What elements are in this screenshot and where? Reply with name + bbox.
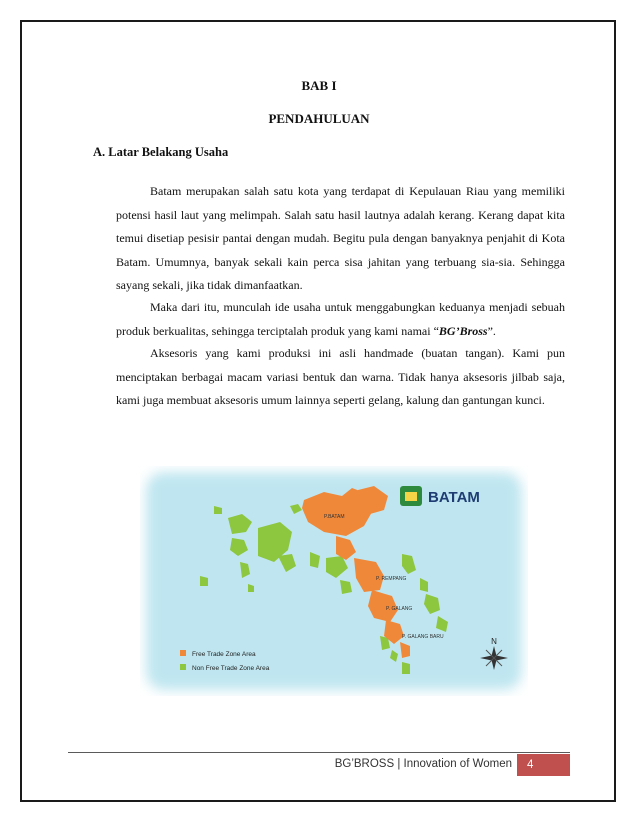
- legend-ftz: Free Trade Zone Area: [192, 651, 256, 658]
- label-galang: P. GALANG: [386, 606, 413, 612]
- paragraph-2: [116, 296, 565, 343]
- legend-swatch-ftz: [180, 650, 186, 656]
- chapter-number: BAB I: [301, 78, 337, 93]
- batam-logo: [400, 486, 422, 506]
- footer-divider: [68, 752, 570, 753]
- paragraph-2-text: [116, 296, 565, 343]
- brand-name: BG’Bross: [438, 323, 488, 338]
- label-galang-baru: P. GALANG BARU: [402, 634, 444, 640]
- label-rempang: P. REMPANG: [376, 576, 407, 582]
- section-heading: A. Latar Belakang Usaha: [93, 145, 229, 159]
- paragraph-3: [116, 342, 565, 413]
- paragraph-1-text: Batam merupakan salah satu kota yang terdapat di Kepulauan Riau yang memiliki potensi hasil laut yang melimpah. Salah satu hasil lautnya adalah kerang. Kerang dapat kita temui disetiap pesisir pantai dengan mudah. Begitu pula dengan banyaknya penjahit di Kota Batam. Umumnya, banyak sekali kain perca sisa jahitan yang terbuang sia-sia. Sehingga sayang sekali, jika tidak dimanfaatkan.: [116, 184, 565, 292]
- footer-text: BG’BROSS | Innovation of Women: [334, 758, 512, 770]
- paragraph-2-tail: ”.: [487, 323, 496, 338]
- label-batam: P.BATAM: [324, 514, 345, 520]
- legend-nonftz: Non Free Trade Zone Area: [192, 665, 270, 672]
- paragraph-1: [116, 180, 565, 298]
- page-number: 4: [517, 754, 570, 776]
- compass-north-label: N: [491, 637, 497, 646]
- batam-map: [140, 466, 528, 696]
- map-title: BATAM: [428, 489, 480, 506]
- paragraph-2-lead: Maka dari itu, munculah ide usaha untuk menggabungkan keduanya menjadi sebuah produk berkualitas, sehingga terciptalah produk yang kami namai “: [116, 300, 565, 338]
- paragraph-3-text: Aksesoris yang kami produksi ini asli handmade (buatan tangan). Kami pun menciptakan berbagai macam variasi bentuk dan warna. Tidak hanya aksesoris jilbab saja, kami juga membuat aksesoris umum lainnya seperti gelang, kalung dan gantungan kunci.: [116, 346, 565, 407]
- legend-swatch-nonftz: [180, 664, 186, 670]
- chapter-title: PENDAHULUAN: [268, 111, 370, 126]
